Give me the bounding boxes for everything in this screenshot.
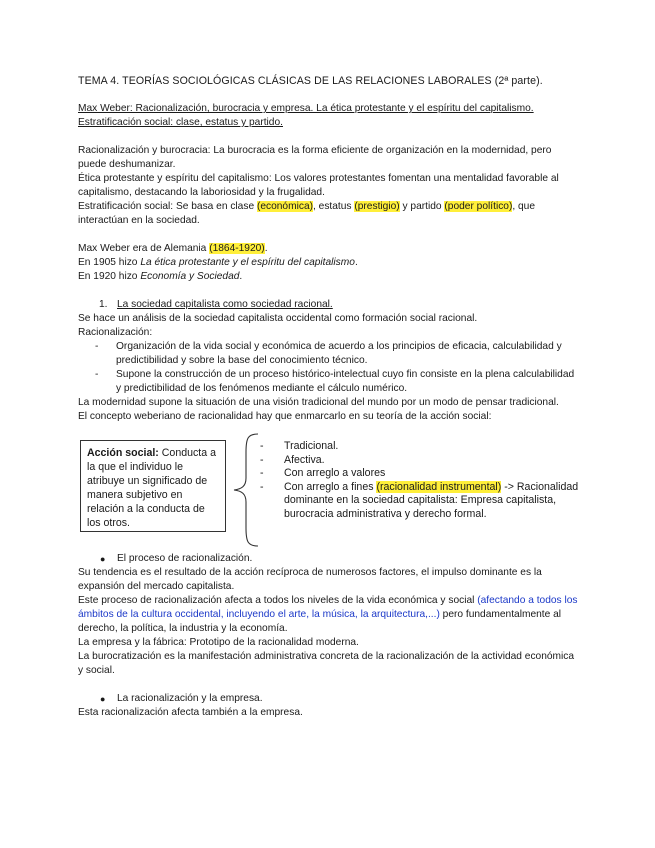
book-title-etica: La ética protestante y el espíritu del capitalismo bbox=[140, 257, 355, 268]
bullet-icon: ● bbox=[100, 694, 106, 704]
bio-line-3: En 1920 hizo Economía y Sociedad. bbox=[78, 271, 243, 282]
document-title: TEMA 4. TEORÍAS SOCIOLÓGICAS CLÁSICAS DE LAS RELACIONES LABORALES (2ª parte). bbox=[78, 75, 543, 87]
highlight-poder-politico: (poder político) bbox=[444, 201, 513, 212]
highlight-prestigio: (prestigio) bbox=[354, 201, 400, 212]
document-page bbox=[78, 74, 578, 720]
list-item: - Supone la construcción de un proceso histórico-intelectual cuyo fin consiste en la plena calculabilidad y predictibilidad de los fenómenos mediante el cálculo numérico. bbox=[95, 369, 575, 394]
bullet-1-paragraph-2: Este proceso de racionalización afecta a todos los niveles de la vida económica y social (afectando a todos los ámbitos de la cultura occidental, incluyendo el arte, la música, la arquitectura,...) pero fundamentalmente al derecho, la política, la industria y la economía. bbox=[78, 595, 578, 634]
bio-line-1: Max Weber era de Alemania (1864-1920). bbox=[78, 243, 268, 254]
summary-racionalizacion: Racionalización y burocracia: La burocracia es la forma eficiente de organización en la modernidad, pero puede deshumanizar. bbox=[78, 145, 552, 170]
dash-icon: - bbox=[260, 453, 264, 466]
blue-note: (afectando a todos los ámbitos de la cultura occidental, incluyendo el arte, la música, la arquitectura,...) bbox=[78, 595, 578, 620]
accion-social-types bbox=[260, 440, 580, 522]
list-item: - Con arreglo a valores bbox=[260, 467, 386, 480]
subtitle-line-2: Estratificación social: clase, estatus y partido. bbox=[78, 117, 283, 128]
list-item: - Afectiva. bbox=[260, 453, 325, 466]
bullet-1-paragraph-1: Su tendencia es el resultado de la acción recíproca de numerosos factores, el impulso dominante es la expansión del mercado capitalista. bbox=[78, 567, 542, 592]
highlight-economica: (económica) bbox=[256, 201, 314, 212]
summary-etica: Ética protestante y espíritu del capitalismo: Los valores protestantes fomentan una mentalidad favorable al capitalismo, destacando la laboriosidad y la frugalidad. bbox=[78, 173, 559, 198]
section-1-label: Racionalización: bbox=[78, 327, 153, 338]
bullet-1-heading: ● El proceso de racionalización. bbox=[100, 553, 253, 564]
dash-icon: - bbox=[95, 369, 99, 380]
bullet-1-paragraph-3: La empresa y la fábrica: Prototipo de la racionalidad moderna. bbox=[78, 637, 359, 648]
section-1-heading: 1. La sociedad capitalista como sociedad racional. bbox=[99, 299, 333, 310]
list-item: - Organización de la vida social y económica de acuerdo a los principios de eficacia, calculabilidad y predictibilidad y sobre la base del conocimiento técnico. bbox=[95, 341, 562, 366]
accion-social-figure bbox=[78, 432, 578, 552]
summary-estratificacion: Estratificación social: Se basa en clase (económica), estatus (prestigio) y partido (poder político), que interactúan en la sociedad. bbox=[78, 201, 536, 226]
accion-social-box: Acción social: Conducta a la que el individuo le atribuye un significado de manera subjetivo en relación a la conducta de los otros. bbox=[80, 440, 226, 532]
subtitle-line-1: Max Weber: Racionalización, burocracia y empresa. La ética protestante y el espíritu del capitalismo. bbox=[78, 103, 534, 114]
bullet-icon: ● bbox=[100, 554, 106, 564]
list-item: - Con arreglo a fines (racionalidad instrumental) -> Racionalidad dominante en la sociedad capitalista: Empresa capitalista, burocracia administrativa y derecho formal. bbox=[260, 480, 579, 520]
dash-icon: - bbox=[260, 467, 264, 480]
highlight-dates: (1864-1920) bbox=[209, 243, 265, 254]
bio-line-2: En 1905 hizo La ética protestante y el espíritu del capitalismo. bbox=[78, 257, 358, 268]
dash-icon: - bbox=[95, 341, 99, 352]
book-title-economia: Economía y Sociedad bbox=[140, 271, 240, 282]
bullet-1-paragraph-4: La burocratización es la manifestación administrativa concreta de la racionalización de la actividad económica y social. bbox=[78, 651, 575, 676]
bullet-2-paragraph-1: Esta racionalización afecta también a la empresa. bbox=[78, 707, 303, 718]
dash-icon: - bbox=[260, 440, 264, 452]
section-1-paragraph-1: La modernidad supone la situación de una visión tradicional del mundo por un modo de pensar tradicional. bbox=[78, 397, 559, 408]
list-item: - Tradicional. bbox=[260, 440, 339, 452]
section-1-intro: Se hace un análisis de la sociedad capitalista occidental como formación social racional. bbox=[78, 313, 478, 324]
dash-icon: - bbox=[260, 480, 264, 493]
highlight-racionalidad-instrumental: (racionalidad instrumental) bbox=[376, 480, 502, 493]
section-1-paragraph-2: El concepto weberiano de racionalidad hay que enmarcarlo en su teoría de la acción social: bbox=[78, 411, 492, 422]
bullet-2-heading: ● La racionalización y la empresa. bbox=[100, 693, 263, 704]
